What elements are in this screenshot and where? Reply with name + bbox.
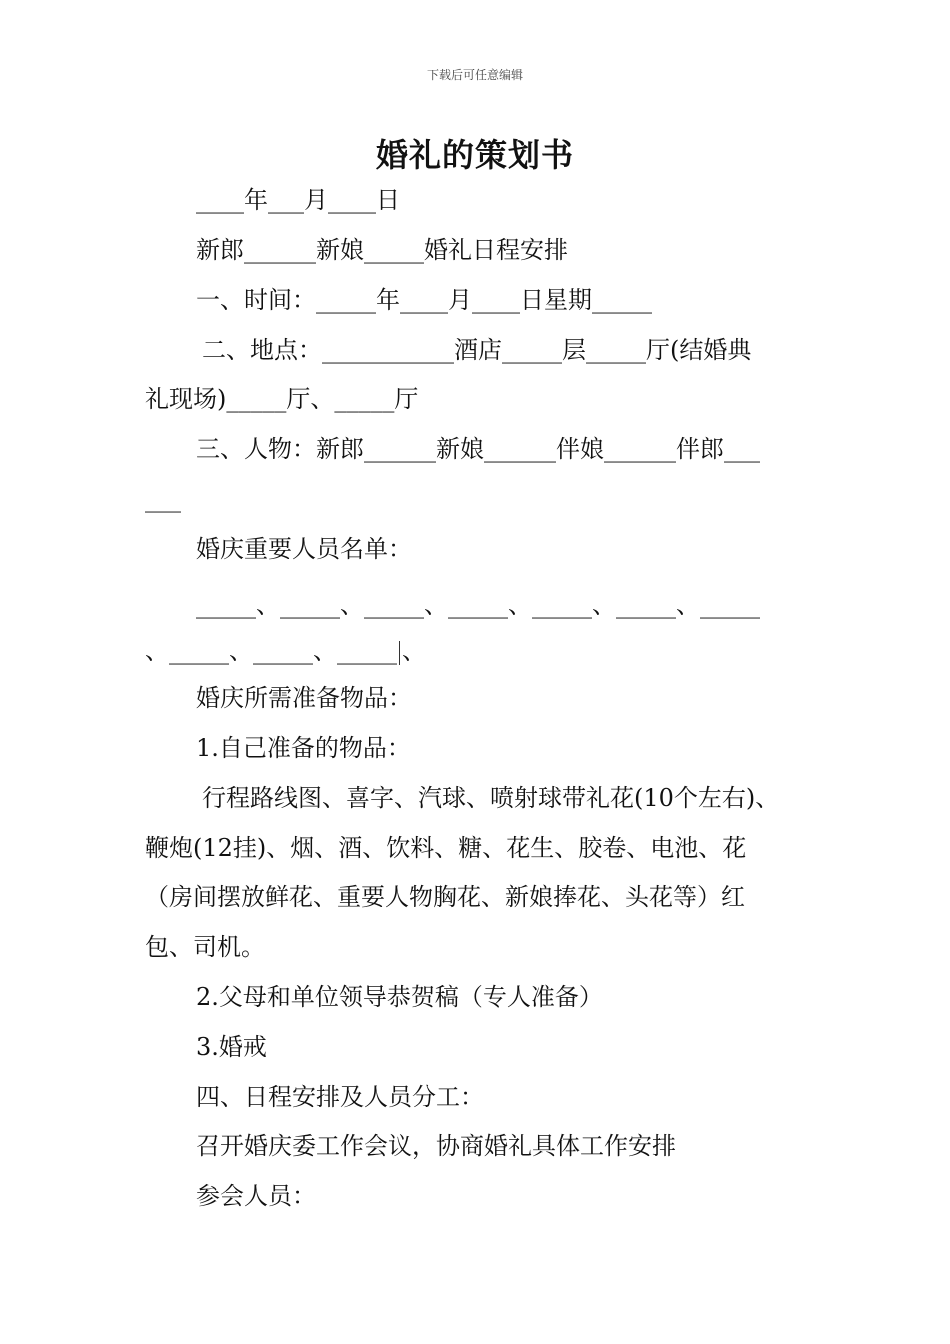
speech-item: 2.父母和单位领导恭贺稿（专人准备） <box>196 983 603 1011</box>
items-list-2: 鞭炮(12挂)、烟、酒、饮料、糖、花生、胶卷、电池、花 <box>145 834 747 862</box>
supplies-heading: 婚庆所需准备物品： <box>196 684 412 712</box>
location-line: 二、地点：___________酒店_____层_____厅(结婚典 <box>202 336 752 364</box>
location-line-cont: 礼现场)_____厅、_____厅 <box>145 385 419 413</box>
key-staff-blanks-end: 、 <box>402 637 426 665</box>
own-items-heading: 1.自己准备的物品： <box>196 734 411 762</box>
time-line: 一、时间：_____年____月____日星期_____ <box>196 286 652 314</box>
ring-item: 3.婚戒 <box>196 1033 267 1061</box>
document-title: 婚礼的策划书 <box>375 136 574 174</box>
key-staff-blanks-cont <box>145 636 426 666</box>
schedule-heading: 四、日程安排及人员分工： <box>196 1083 484 1111</box>
couple-line: 新郎______新娘_____婚礼日程安排 <box>196 236 568 264</box>
items-list-1: 行程路线图、喜字、汽球、喷射球带礼花(10个左右)、 <box>202 784 780 812</box>
meeting-line: 召开婚庆委工作会议，协商婚礼具体工作安排 <box>196 1132 676 1160</box>
key-staff-blanks: _____、_____、_____、_____、_____、_____、_____ <box>196 591 760 619</box>
people-line: 三、人物：新郎______新娘______伴娘______伴郎___ <box>196 435 760 463</box>
text-cursor <box>399 641 400 665</box>
date-line: ____年___月____日 <box>196 186 400 214</box>
items-list-3: （房间摆放鲜花、重要人物胸花、新娘捧花、头花等）红 <box>145 883 745 911</box>
items-list-4: 包、司机。 <box>145 933 265 961</box>
header-note: 下载后可任意编辑 <box>426 68 523 82</box>
key-staff-heading: 婚庆重要人员名单： <box>196 535 412 563</box>
attendees-line: 参会人员： <box>196 1182 316 1210</box>
key-staff-blanks-text: 、_____、_____、_____ <box>145 637 397 665</box>
people-line-cont: ___ <box>145 485 181 513</box>
